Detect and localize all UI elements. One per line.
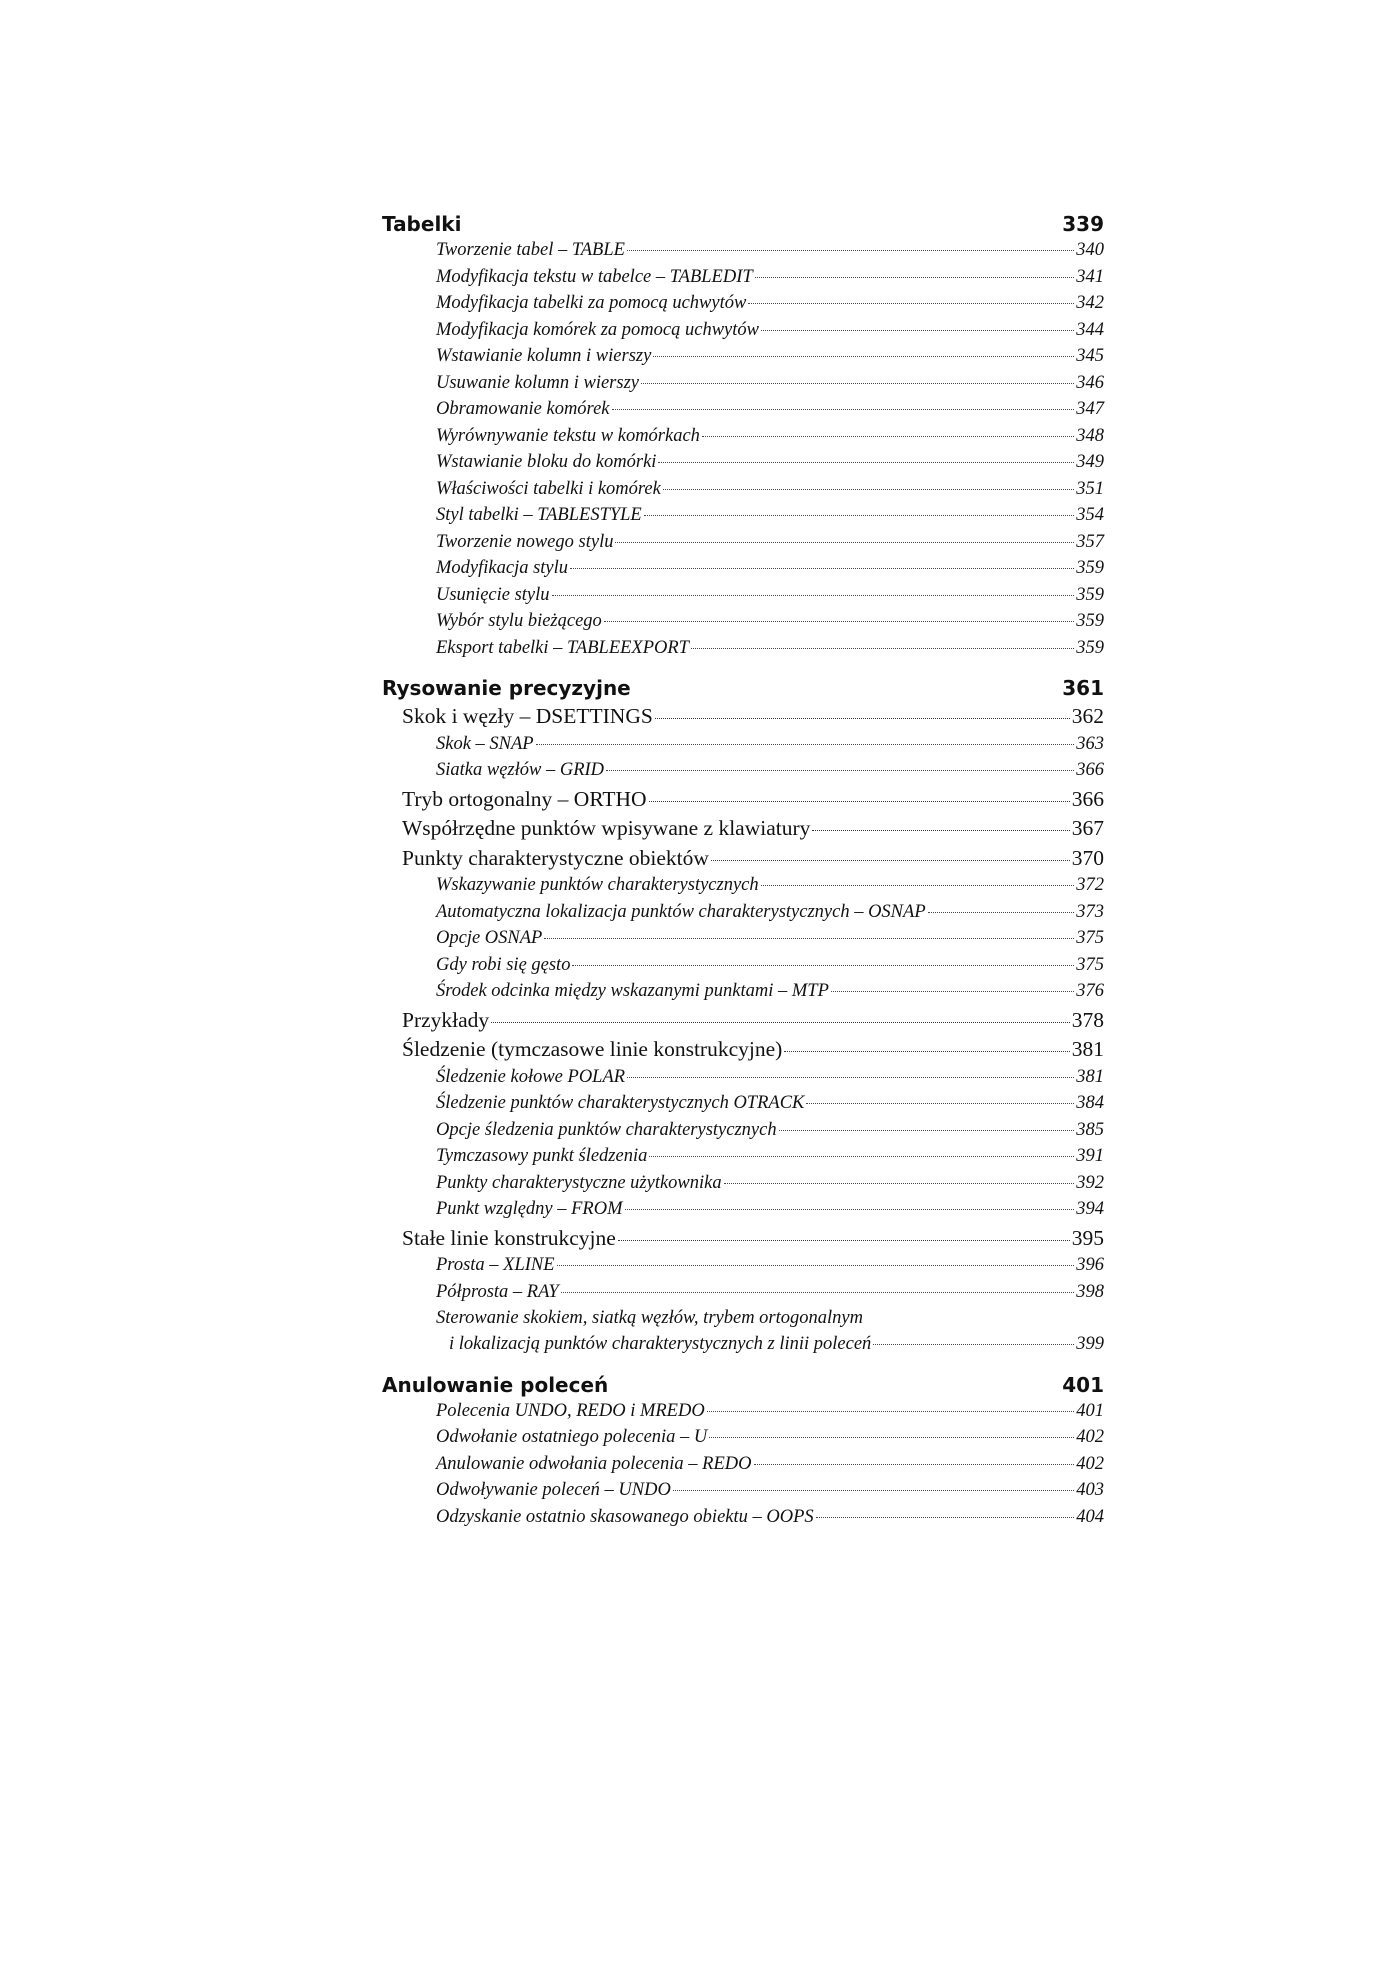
entry-page: 391 — [1076, 1146, 1104, 1166]
toc-entry[interactable] — [436, 611, 1104, 638]
entry-page: 366 — [1076, 760, 1104, 780]
entry-page: 348 — [1076, 425, 1104, 446]
leader-dots — [552, 595, 1075, 596]
entry-title: Automatyczna lokalizacja punktów charakterystycznych – OSNAP — [436, 901, 926, 922]
entry-page: 349 — [1076, 452, 1104, 472]
toc-entry[interactable] — [436, 452, 1104, 479]
chapter-heading — [382, 1371, 1104, 1401]
toc-entry[interactable] — [436, 955, 1104, 982]
entry-title: Odzyskanie ostatnio skasowanego obiektu – OOPS — [436, 1506, 814, 1527]
chapter-heading — [382, 210, 1104, 240]
toc-entry[interactable] — [436, 1146, 1104, 1173]
entry-title: Śledzenie punktów charakterystycznych OTRACK — [436, 1093, 805, 1113]
leader-dots — [691, 648, 1074, 649]
chapter-title: Rysowanie precyzyjne — [382, 676, 631, 700]
entry-title: Modyfikacja tekstu w tabelce – TABLEDIT — [436, 266, 753, 287]
entry-title: Wybór stylu bieżącego — [436, 611, 602, 631]
leader-dots — [806, 1103, 1074, 1104]
toc-entry[interactable] — [436, 426, 1104, 453]
toc-entry[interactable] — [436, 1480, 1104, 1507]
entry-title: Wyrównywanie tekstu w komórkach — [436, 425, 700, 446]
entry-page: 372 — [1076, 875, 1104, 895]
leader-dots — [812, 830, 1069, 831]
entry-title-line2: i lokalizacją punktów charakterystycznych z linii poleceń — [449, 1334, 872, 1354]
toc-entry[interactable] — [436, 1507, 1104, 1534]
chapter-page: 401 — [1062, 1372, 1104, 1397]
toc-entry[interactable] — [436, 1199, 1104, 1226]
toc-entry[interactable] — [436, 734, 1104, 761]
entry-title: Eksport tabelki – TABLEEXPORT — [436, 637, 689, 658]
entry-page: 376 — [1076, 981, 1104, 1001]
leader-dots — [928, 912, 1075, 913]
leader-dots — [649, 801, 1070, 802]
entry-title: Wstawianie kolumn i wierszy — [436, 346, 652, 366]
entry-title: Wskazywanie punktów charakterystycznych — [436, 875, 759, 895]
entry-page: 385 — [1076, 1119, 1104, 1140]
toc-entry[interactable] — [436, 373, 1104, 400]
leader-dots — [673, 1490, 1074, 1491]
entry-title: Modyfikacja komórek za pomocą uchwytów — [436, 319, 759, 340]
entry-page: 398 — [1076, 1281, 1104, 1302]
section-title: Śledzenie (tymczasowe linie konstrukcyjne) — [402, 1037, 783, 1061]
toc-entry[interactable] — [436, 1454, 1104, 1481]
leader-dots — [627, 250, 1074, 251]
leader-dots — [655, 718, 1070, 719]
leader-dots — [544, 938, 1074, 939]
table-of-contents — [382, 210, 1104, 1533]
entry-page: 373 — [1076, 901, 1104, 922]
leader-dots — [561, 1292, 1075, 1293]
entry-page: 359 — [1076, 584, 1104, 605]
leader-dots — [702, 436, 1074, 437]
leader-dots — [873, 1344, 1074, 1345]
section-page: 370 — [1071, 845, 1104, 870]
section-page: 378 — [1071, 1007, 1104, 1032]
entry-title: Właściwości tabelki i komórek — [436, 478, 661, 499]
leader-dots — [831, 991, 1074, 992]
leader-dots — [606, 770, 1074, 771]
toc-section[interactable] — [402, 1008, 1104, 1038]
leader-dots — [755, 277, 1075, 278]
leader-dots — [570, 568, 1074, 569]
leader-dots — [615, 542, 1074, 543]
toc-entry-multiline[interactable] — [436, 1308, 1104, 1361]
toc-entry[interactable] — [436, 1173, 1104, 1200]
leader-dots — [663, 489, 1074, 490]
entry-page: 342 — [1076, 293, 1104, 313]
entry-title: Modyfikacja tabelki za pomocą uchwytów — [436, 293, 747, 313]
entry-page: 402 — [1076, 1427, 1104, 1447]
entry-title: Styl tabelki – TABLESTYLE — [436, 505, 642, 525]
chapter-page: 339 — [1062, 212, 1104, 236]
leader-dots — [784, 1051, 1069, 1052]
entry-title: Punkty charakterystyczne użytkownika — [436, 1172, 722, 1193]
leader-dots — [748, 303, 1074, 304]
entry-title: Prosta – XLINE — [436, 1255, 555, 1275]
entry-title: Opcje OSNAP — [436, 928, 543, 948]
chapter-title: Tabelki — [382, 212, 462, 236]
leader-dots — [658, 462, 1074, 463]
toc-section[interactable] — [402, 704, 1104, 734]
toc-entry[interactable] — [436, 1255, 1104, 1282]
toc-entry[interactable] — [436, 928, 1104, 955]
leader-dots — [612, 409, 1075, 410]
leader-dots — [627, 1077, 1074, 1078]
leader-dots — [604, 621, 1074, 622]
entry-page: 346 — [1076, 372, 1104, 393]
section-title: Współrzędne punktów wpisywane z klawiatury — [402, 816, 811, 840]
chapter-title: Anulowanie poleceń — [382, 1372, 609, 1397]
toc-entry[interactable] — [436, 267, 1104, 294]
leader-dots — [644, 515, 1075, 516]
entry-title: Tworzenie tabel – TABLE — [436, 240, 625, 260]
toc-section[interactable] — [402, 816, 1104, 846]
leader-dots — [649, 1156, 1074, 1157]
toc-entry[interactable] — [436, 638, 1104, 665]
entry-title: Odwołanie ostatniego polecenia – U — [436, 1427, 708, 1447]
section-title: Punkty charakterystyczne obiektów — [402, 845, 709, 870]
toc-section[interactable] — [402, 846, 1104, 876]
leader-dots — [779, 1130, 1075, 1131]
entry-title: Siatka węzłów – GRID — [436, 760, 605, 780]
leader-dots — [491, 1022, 1070, 1023]
toc-section[interactable] — [402, 1226, 1104, 1256]
toc-entry[interactable] — [436, 240, 1104, 267]
toc-entry[interactable] — [436, 585, 1104, 612]
toc-entry[interactable] — [436, 760, 1104, 787]
leader-dots — [557, 1265, 1075, 1266]
toc-entry[interactable] — [436, 981, 1104, 1008]
section-title: Przykłady — [402, 1007, 490, 1032]
entry-title: Usunięcie stylu — [436, 584, 550, 605]
leader-dots — [816, 1517, 1075, 1518]
entry-page: 345 — [1076, 346, 1104, 366]
entry-page: 375 — [1076, 928, 1104, 948]
toc-entry[interactable] — [436, 1282, 1104, 1309]
leader-dots — [709, 1437, 1074, 1438]
entry-title: Obramowanie komórek — [436, 399, 610, 419]
chapter-heading — [382, 674, 1104, 704]
entry-page: 363 — [1076, 733, 1104, 754]
leader-dots — [724, 1183, 1075, 1184]
entry-title: Skok – SNAP — [436, 733, 534, 754]
entry-title: Gdy robi się gęsto — [436, 954, 571, 975]
entry-title: Śledzenie kołowe POLAR — [436, 1066, 626, 1087]
entry-page: 359 — [1076, 637, 1104, 658]
entry-title-line1: Sterowanie skokiem, siatką węzłów, trybem ortogonalnym — [436, 1308, 863, 1328]
entry-title: Tworzenie nowego stylu — [436, 531, 614, 552]
section-title: Stałe linie konstrukcyjne — [402, 1225, 616, 1250]
entry-page: 341 — [1076, 266, 1104, 287]
leader-dots — [641, 383, 1074, 384]
toc-entry[interactable] — [436, 479, 1104, 506]
entry-page: 375 — [1076, 954, 1104, 975]
toc-entry[interactable] — [436, 1120, 1104, 1147]
entry-page: 351 — [1076, 478, 1104, 499]
toc-entry[interactable] — [436, 293, 1104, 320]
entry-page: 402 — [1076, 1453, 1104, 1474]
entry-page: 340 — [1076, 240, 1104, 260]
entry-page: 359 — [1076, 611, 1104, 631]
toc-entry[interactable] — [436, 399, 1104, 426]
toc-entry[interactable] — [436, 346, 1104, 373]
toc-entry[interactable] — [436, 1093, 1104, 1120]
toc-entry[interactable] — [436, 1427, 1104, 1454]
leader-dots — [761, 330, 1074, 331]
section-title: Skok i węzły – DSETTINGS — [402, 704, 653, 728]
entry-title: Punkt względny – FROM — [436, 1199, 623, 1219]
entry-page: 347 — [1076, 399, 1104, 419]
section-title: Tryb ortogonalny – ORTHO — [402, 786, 647, 811]
leader-dots — [761, 885, 1075, 886]
entry-page: 403 — [1076, 1480, 1104, 1500]
entry-page: 404 — [1076, 1506, 1104, 1527]
entry-page: 384 — [1076, 1093, 1104, 1113]
toc-entry[interactable] — [436, 875, 1104, 902]
section-page: 367 — [1071, 816, 1104, 840]
chapter-page: 361 — [1062, 676, 1104, 700]
entry-title: Modyfikacja stylu — [436, 558, 569, 578]
entry-page: 344 — [1076, 319, 1104, 340]
toc-entry[interactable] — [436, 320, 1104, 347]
entry-page: 354 — [1076, 505, 1104, 525]
entry-title: Opcje śledzenia punktów charakterystycznych — [436, 1119, 777, 1140]
entry-title: Polecenia UNDO, REDO i MREDO — [436, 1400, 705, 1421]
toc-entry[interactable] — [436, 505, 1104, 532]
toc-entry[interactable] — [436, 902, 1104, 929]
leader-dots — [618, 1240, 1070, 1241]
leader-dots — [711, 860, 1070, 861]
leader-dots — [625, 1209, 1075, 1210]
entry-title: Środek odcinka między wskazanymi punktami – MTP — [436, 981, 829, 1001]
entry-page: 399 — [1076, 1334, 1104, 1354]
entry-title: Odwoływanie poleceń – UNDO — [436, 1480, 671, 1500]
section-page: 366 — [1071, 786, 1104, 811]
leader-dots — [536, 744, 1075, 745]
toc-section[interactable] — [402, 787, 1104, 817]
section-page: 381 — [1071, 1037, 1104, 1061]
entry-page: 357 — [1076, 531, 1104, 552]
leader-dots — [754, 1464, 1075, 1465]
entry-title: Półprosta – RAY — [436, 1281, 559, 1302]
entry-title: Tymczasowy punkt śledzenia — [436, 1146, 648, 1166]
toc-entry[interactable] — [436, 532, 1104, 559]
entry-page: 394 — [1076, 1199, 1104, 1219]
section-page: 395 — [1071, 1225, 1104, 1250]
toc-entry[interactable] — [436, 1067, 1104, 1094]
entry-title: Wstawianie bloku do komórki — [436, 452, 657, 472]
entry-page: 381 — [1076, 1066, 1104, 1087]
entry-page: 401 — [1076, 1400, 1104, 1421]
leader-dots — [572, 965, 1074, 966]
entry-page: 359 — [1076, 558, 1104, 578]
leader-dots — [707, 1411, 1075, 1412]
toc-section[interactable] — [402, 1037, 1104, 1067]
section-page: 362 — [1071, 704, 1104, 728]
toc-entry[interactable] — [436, 558, 1104, 585]
entry-page: 392 — [1076, 1172, 1104, 1193]
entry-title: Usuwanie kolumn i wierszy — [436, 372, 639, 393]
toc-entry[interactable] — [436, 1401, 1104, 1428]
leader-dots — [653, 356, 1074, 357]
entry-title: Anulowanie odwołania polecenia – REDO — [436, 1453, 752, 1474]
entry-page: 396 — [1076, 1255, 1104, 1275]
